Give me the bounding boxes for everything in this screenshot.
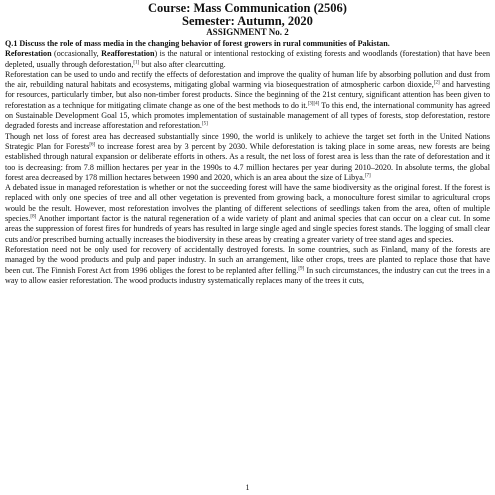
text-span: Though net loss of forest area has decreased substantially since 1990, the world is unlikely to achieve the target set forth in the United Nations Strategic Plan for Forests: [5, 131, 490, 151]
course-title: Course: Mass Communication (2506): [148, 1, 347, 15]
text-span: and harvesting for resources, particularly timber, but also non-timber forest products. Since the beginning of the 21st century, significant attention has been given to reforestation as a technique for mitigating climate change as one of the best methods to do it.: [5, 80, 491, 110]
text-span: (occasionally,: [51, 49, 102, 59]
page-number: 1: [245, 483, 250, 492]
semester-title: Semester: Autumn, 2020: [182, 13, 313, 28]
citation-ref[interactable]: [3][4]: [307, 101, 320, 107]
citation-ref[interactable]: [6]: [89, 142, 96, 148]
text-span: ) is the natural or intentional restocking of existing forests and woodlands (forestation) that have been depleted, usually through deforestation,: [5, 49, 490, 69]
document-header: [5, 2, 490, 37]
text-span: Reforestation need not be only used for recovery of accidentally destroyed forests. In some countries, such as Finland, many of the forests are managed by the wood products and pulp and paper industry. In such an arrangement, like other crops, trees are planted to replace those that have been cut. The Finnish Forest Act from 1996 obliges the forest to be replanted after felling.: [5, 244, 490, 275]
paragraph-5: [5, 245, 490, 286]
paragraph-3: [5, 132, 490, 183]
citation-ref[interactable]: [5]: [201, 121, 208, 127]
paragraph-2: [5, 70, 490, 132]
term-reforestation: Reforestation: [5, 49, 52, 59]
citation-ref[interactable]: [1]: [133, 59, 140, 65]
paragraph-1: [5, 49, 490, 70]
term-reafforestation: Reafforestation: [101, 49, 155, 59]
citation-ref[interactable]: [8]: [30, 214, 37, 220]
text-span: Another important factor is the natural regeneration of a wide variety of plant and animal species that can occur on a clear cut. In some areas the suppression of forest fires for hundreds of years has resulted in large single aged and single species forest stands. The logging of small clear cuts and/or prescribed burning actually increases the biodiversity in these areas by creating a greater variety of tree stand ages and species.: [5, 214, 490, 244]
question-heading: Q.1 Discuss the role of mass media in the changing behavior of forest growers in rural communities of Pakistan.: [5, 39, 390, 48]
text-span: but also after clearcutting.: [139, 59, 226, 69]
citation-ref[interactable]: [9]: [298, 265, 305, 271]
text-span: In such circumstances, the industry can cut the trees in a way to allow easier reforestation. The wood products industry systematically replaces many of the trees it cuts,: [5, 265, 490, 285]
citation-ref[interactable]: [7]: [364, 173, 371, 179]
text-span: to increase forest area by 3 percent by 2030. While deforestation is taking place in some areas, new forests are being established through natural expansion or deliberate efforts in others. As a result, the net loss of forest area is less than the rate of deforestation and it too is decreasing: from 7.8 million hectares per year in the 1990s to 4.7 million hectares per year during 2010–2020. In absolute terms, the global forest area decreased by 178 million hectares between 1990 and 2020, which is an area about the size of Libya.: [5, 141, 490, 182]
text-span: To this end, the international community has agreed on Sustainable Development Goal 15, which promotes implementation of sustainable management of all types of forests, stop deforestation, restore degraded forests and increase afforestation and reforestation.: [5, 100, 490, 131]
text-span: Reforestation can be used to undo and rectify the effects of deforestation and improve the quality of human life by absorbing pollution and dust from the air, rebuilding natural habitats and ecosystems, mitigating global warming via biosequestration of atmospheric carbon dioxide,: [5, 69, 490, 90]
citation-ref[interactable]: [2]: [433, 80, 440, 86]
assignment-title: ASSIGNMENT No. 2: [206, 27, 289, 37]
paragraph-4: [5, 183, 490, 245]
text-span: A debated issue in managed reforestation is whether or not the succeeding forest will have the same biodiversity as the original forest. If the forest is replaced with only one species of tree and all other vegetation is prevented from growing back, a monoculture forest similar to agricultural crops would be the result. However, most reforestation involves the planting of different selections of seedlings taken from the area, often of multiple species.: [5, 183, 490, 224]
